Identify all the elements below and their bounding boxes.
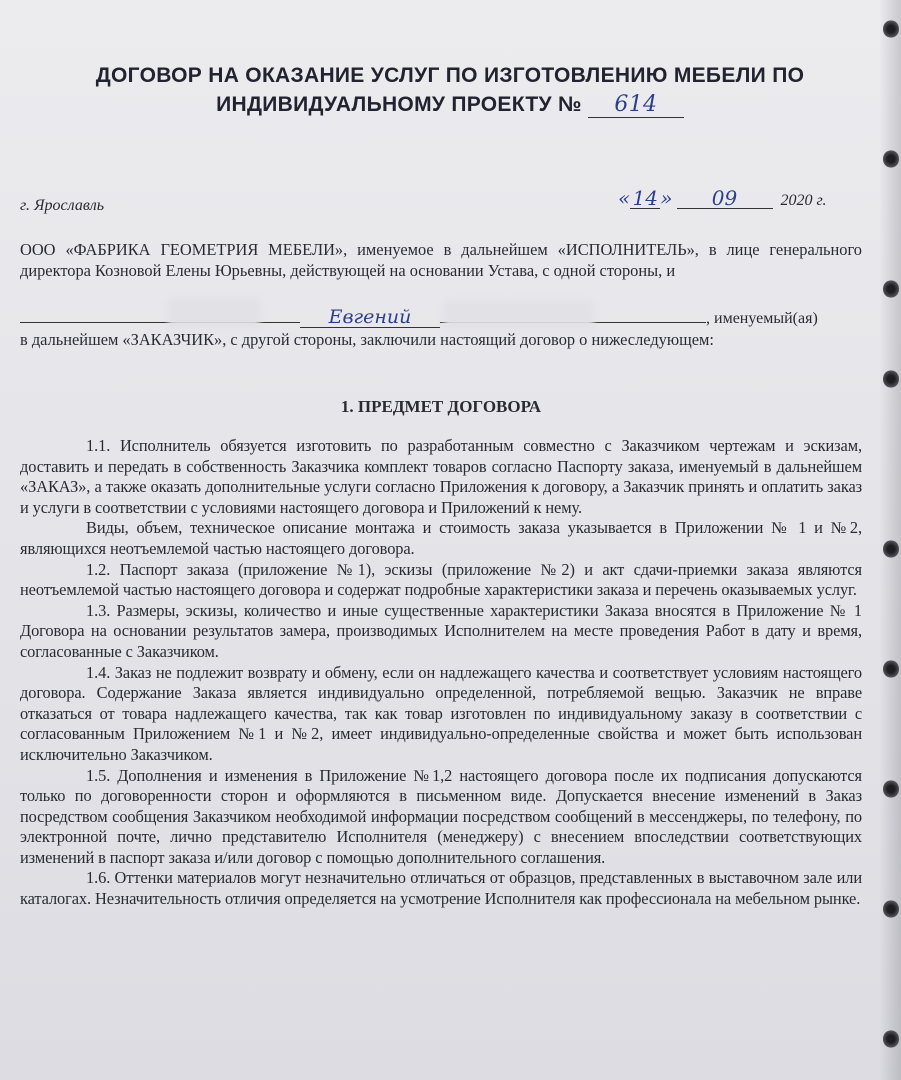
document-title-line2	[20, 92, 880, 118]
punch-hole	[883, 540, 899, 558]
clause-1-4: 1.4. Заказ не подлежит возврату и обмену, если он надлежащего качества и соответствует условиям настоящего договора. Содержание Заказа является индивидуально определенной, потребляемой вещью. Заказчик не вправе отказаться от товара надлежащего качества, так как товар изготовлен по индивидуальному заказу в соответствии с согласованным Приложением №1 и №2, имеет индивидуально-определенные свойства и может быть использован исключительно Заказчиком.	[20, 662, 862, 764]
redaction-blur	[168, 298, 260, 328]
preamble-text	[20, 240, 862, 281]
preamble-paragraph: ООО «ФАБРИКА ГЕОМЕТРИЯ МЕБЕЛИ», именуемое в дальнейшем «ИСПОЛНИТЕЛЬ», в лице генерального директора Козновой Елены Юрьевны, действующей на основании Устава, с одной стороны, и	[20, 240, 862, 280]
punch-hole	[883, 780, 899, 798]
redaction-blur	[444, 300, 594, 330]
date-day: 14	[630, 188, 660, 209]
punch-hole	[883, 1030, 899, 1048]
document-title-line1: ДОГОВОР НА ОКАЗАНИЕ УСЛУГ ПО ИЗГОТОВЛЕНИЮ МЕБЕЛИ ПО	[95, 64, 805, 87]
clause-1-1: 1.1. Исполнитель обязуется изготовить по разработанным совместно с Заказчиком чертежам и эскизам, доставить и передать в собственность Заказчика комплект товаров согласно Паспорту заказа, именуемый в дальнейшем «ЗАКАЗ», а также оказать дополнительные услуги согласно Приложения к договору, а Заказчик принять и оплатить заказ и услуги в соответствии с условиями настоящего договора и Приложений к нему.	[20, 436, 862, 517]
punch-hole	[883, 280, 899, 298]
preamble-text2	[20, 330, 862, 351]
section-body	[20, 436, 862, 910]
punch-hole	[883, 150, 899, 168]
named-as: , именуемый(ая)	[706, 310, 818, 327]
clause-1-6: 1.6. Оттенки материалов могут незначительно отличаться от образцов, представленных в выставочном зале или каталогах. Незначительность отличия определяется на усмотрение Исполнителя как профессионала на мебельном рынке.	[20, 868, 862, 909]
customer-name: Евгений	[300, 307, 440, 328]
title-text: ИНДИВИДУАЛЬНОМУ ПРОЕКТУ №	[216, 93, 582, 116]
section-heading: 1. ПРЕДМЕТ ДОГОВОРА	[340, 397, 542, 416]
punch-hole	[883, 20, 899, 38]
preamble-paragraph: в дальнейшем «ЗАКАЗЧИК», с другой стороны, заключили настоящий договор о нижеследующем:	[20, 330, 714, 349]
customer-line	[20, 304, 862, 329]
date-year: 2020 г.	[780, 192, 827, 209]
clause-1-3: 1.3. Размеры, эскизы, количество и иные существенные характеристики Заказа вносятся в Приложение № 1 Договора на основании результатов замера, производимых Исполнителем на месте проведения Работ в дату и время, согласованные с Заказчиком.	[20, 600, 862, 661]
punch-hole	[883, 900, 899, 918]
punch-hole	[883, 660, 899, 678]
punch-hole	[883, 370, 899, 388]
date-quote-open: «	[618, 186, 631, 210]
clause-1-5: 1.5. Дополнения и изменения в Приложение №1,2 настоящего договора после их подписания допускаются только по договоренности сторон и оформляются в письменном виде. Допускается внесение изменений в Заказ посредством сообщения Заказчиком необходимой информации посредством сообщений в мессенджеры, по телефону, по электронной почте, лично представителю Исполнителя (менеджеру) с внесением впоследствии соответствующих изменений в паспорт заказа и/или договор с помощью дополнительного соглашения.	[20, 765, 862, 867]
clause-1-1-note: Виды, объем, техническое описание монтажа и стоимость заказа указывается в Приложении № 1 и №2, являющихся неотъемлемой частью настоящего договора.	[20, 518, 862, 558]
contract-number: 614	[588, 92, 684, 118]
date-month: 09	[677, 188, 773, 209]
date-quote-close: »	[660, 186, 673, 210]
clause-1-2: 1.2. Паспорт заказа (приложение №1), эскизы (приложение №2) и акт сдачи-приемки заказа являются неотъемлемой частью настоящего договора и содержат подробные характеристики заказа и перечень оказываемых услуг.	[20, 559, 862, 600]
city: г. Ярославль	[20, 197, 105, 214]
contract-date	[618, 188, 827, 211]
